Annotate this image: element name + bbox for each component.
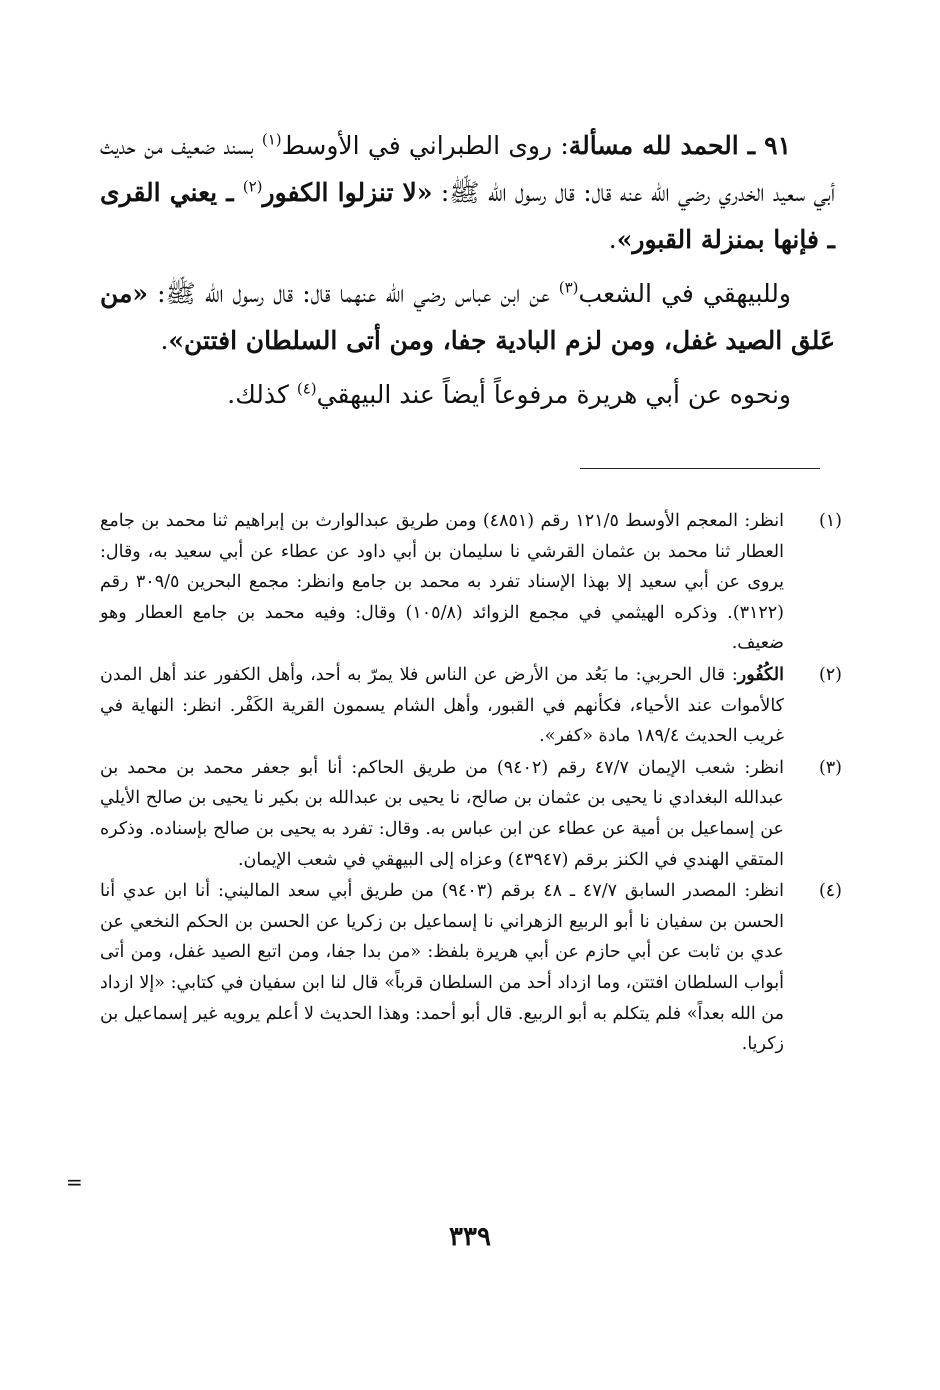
footnote-separator [580,468,820,469]
entry-title: الحمد لله مسألة [568,131,739,160]
main-text [100,122,835,418]
paragraph-3 [100,371,835,418]
footnotes [100,506,842,1061]
footnote-1 [100,506,842,659]
text-run: : روى الطبراني في الأوسط [281,131,569,160]
footnote-number: (٢) [818,664,842,685]
text-run: ونحوه عن أبي هريرة مرفوعاً أيضاً عند البيهقي [316,380,791,409]
page-number: ٣٣٩ [449,1222,491,1252]
text-run: وللبيهقي في الشعب [578,279,791,308]
footnote-body: : قال الحربي: ما بَعُد من الأرض عن الناس فلا يمرّ به أحد، وأهل الكفور عند أهل المدن كالأموات عند الأحياء، فكأنهم في القبور، وأهل الشام يسمون القرية الكَفْر. انظر: النهاية في غريب الحديث ١٨٩/٤ مادة «كفر». [100,664,784,747]
hadith-quote: «لا تنزلوا الكفور [262,178,433,207]
footnote-body: انظر: المعجم الأوسط ١٢١/٥ رقم (٤٨٥١) ومن طريق عبدالوارث بن إبراهيم ثنا محمد بن جامع العطار ثنا محمد بن عثمان القرشي نا سليمان بن أبي داود عن عطاء عن أبي سعيد به، وقال: يروى عن أبي سعيد إلا بهذا الإسناد تفرد به محمد بن جامع وانظر: مجمع البحرين ٣٠٩/٥ رقم (٣١٢٢). وذكره الهيثمي في مجمع الزوائد (١٠٥/٨) وقال: وفيه محمد بن جامع العطار وهو ضعيف. [100,511,785,654]
hadith-quote: ـ يعني القرى ـ فإنها بمنزلة القبور» [100,178,835,254]
footnote-text [100,876,784,1060]
footnote-number: (٤) [818,881,842,902]
footnote-text [100,753,784,875]
footnote-text [100,506,784,659]
footnote-ref-1[interactable]: (١) [261,130,282,149]
footnote-ref-4[interactable]: (٤) [296,379,317,398]
footnote-number: (٣) [818,757,842,778]
continuation-marker: = [66,1170,83,1194]
footnote-text [100,660,784,752]
footnote-body: انظر: شعب الإيمان ٤٧/٧ رقم (٩٤٠٢) من طريق الحاكم: أنا أبو جعفر محمد بن محمد بن عبدالله البغدادي نا يحيى بن عثمان بن صالح، نا يحيى بن عبدالله بن بكير نا يحيى بن صالح الأيلي عن إسماعيل بن أمية عن عطاء عن ابن عباس به. وقال: تفرد به يحيى بن صالح بإسناده. وذكره المتقي الهندي في الكنز برقم (٤٣٩٤٧) وعزاه إلى البيهقي في شعب الإيمان. [100,757,784,870]
text-run: كذلك. [227,380,297,409]
text-run: . [160,326,169,355]
hadith-quote: «من عَلق الصيد غفل، ومن لزم البادية جفا، ومن أتى السلطان افتتن» [100,279,835,355]
paragraph-1 [100,122,835,263]
text-run: . [608,225,617,254]
footnote-ref-2[interactable]: (٢) [242,177,263,196]
text-run: عن ابن عباس رضي الله عنهما قال: قال رسول الله ﷺ: [148,279,559,308]
text-run: بسند ضعيف من حديث أبي سعيد الخدري رضي الله عنه قال: قال رسول الله ﷺ: [100,131,835,207]
paragraph-2 [100,270,835,364]
footnote-3 [100,753,842,875]
footnote-ref-3[interactable]: (٣) [558,278,579,297]
footnote-headword: الكُفُور [737,664,784,685]
footnote-2 [100,660,842,752]
footnote-number: (١) [818,511,842,531]
footnote-4 [100,876,842,1060]
footnote-body: انظر: المصدر السابق ٤٧/٧ ـ ٤٨ برقم (٩٤٠٣) من طريق أبي سعد الماليني: أنا ابن عدي أنا الحسن بن سفيان نا أبو الربيع الزهراني نا إسماعيل بن زكريا عن الحسن بن الحكم النخعي عن عدي بن ثابت عن أبي حازم عن أبي هريرة بلفظ: «من بدا جفا، ومن اتبع الصيد غفل، ومن أتى أبواب السلطان افتتن، وما ازداد أحد من السلطان قرباً» قال لنا ابن سفيان في كتابي: «إلا ازداد من الله بعداً» فلم يتكلم به أبو الربيع. قال أبو أحمد: وهذا الحديث لا أعلم يرويه غير إسماعيل بن زكريا. [100,881,784,1055]
entry-number: ٩١ ـ [738,131,791,160]
